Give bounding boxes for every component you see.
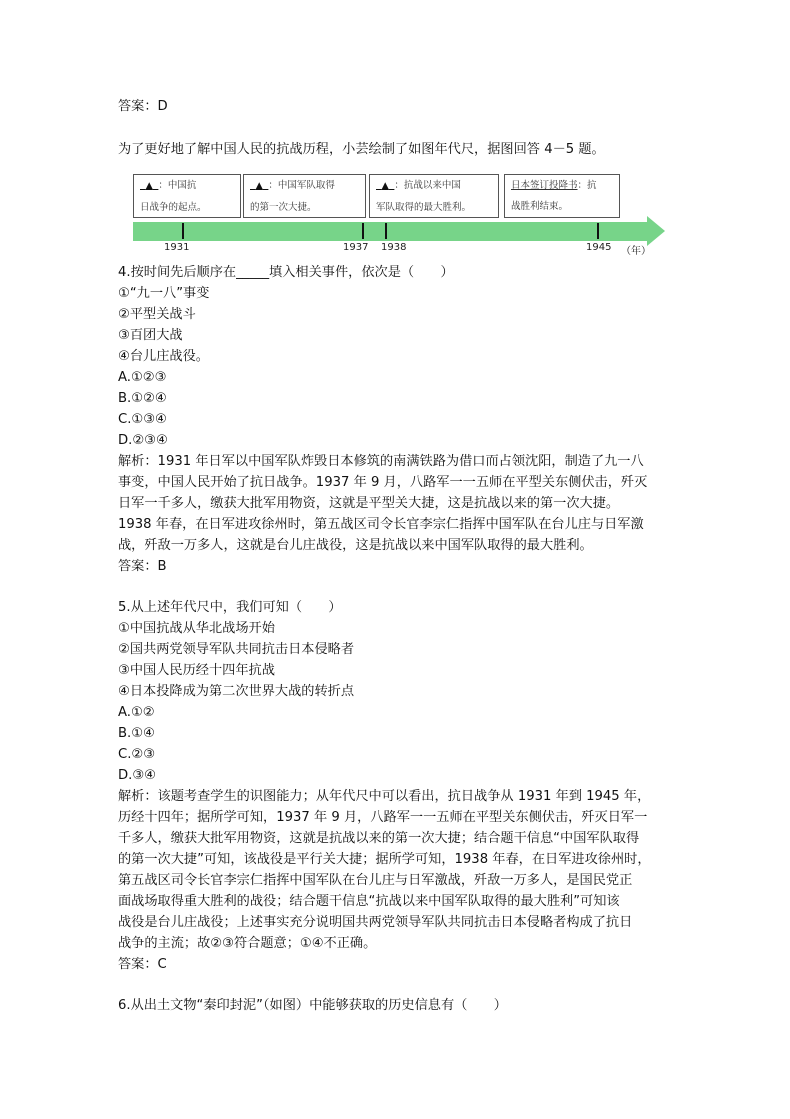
q5-answer: 答案：C <box>118 957 167 972</box>
timeline-figure <box>131 174 671 260</box>
tick-1945 <box>597 223 599 239</box>
timeline-box-1931 <box>133 174 241 218</box>
box-text-line2: 的第一次大捷。 <box>250 202 317 213</box>
q5-option-a: A.①② <box>118 705 155 720</box>
q5-analysis-line: 千多人，缴获大批军用物资，这就是抗战以来的第一次大捷；结合题干信息“中国军队取得 <box>118 831 640 846</box>
q5-option-b: B.①④ <box>118 726 155 741</box>
year-unit: （年） <box>621 246 651 257</box>
q4-item-3: ③百团大战 <box>118 328 183 343</box>
timeline-box-1945 <box>504 174 620 218</box>
q4-item-2: ②平型关战斗 <box>118 307 196 322</box>
q4-option-c: C.①③④ <box>118 412 167 427</box>
q4-stem: 4.按时间先后顺序在_____填入相关事件，依次是（ ） <box>118 265 454 280</box>
year-1945: 1945 <box>586 242 612 253</box>
box-text-line2: 战胜利结束。 <box>511 201 569 212</box>
q4-option-b: B.①②④ <box>118 391 167 406</box>
intro-text: 为了更好地了解中国人民的抗战历程，小芸绘制了如图年代尺，据图回答 4－5 题。 <box>118 142 605 157</box>
box-text-line1: ：中国军队取得 <box>268 180 335 191</box>
q5-stem: 5.从上述年代尺中，我们可知（ ） <box>118 600 342 615</box>
tick-1937 <box>362 223 364 239</box>
year-1938: 1938 <box>381 242 407 253</box>
q5-analysis-line: 历经十四年；据所学可知，1937 年 9 月，八路军一一五师在平型关东侧伏击，歼灭日军一 <box>118 810 648 825</box>
tick-1938 <box>385 223 387 239</box>
q5-item-3: ③中国人民历经十四年抗战 <box>118 663 275 678</box>
timeline-box-1937 <box>243 174 366 218</box>
box-text-line2: 日战争的起点。 <box>140 202 207 213</box>
q4-answer: 答案：B <box>118 559 167 574</box>
q6-stem: 6.从出土文物“秦印封泥”（如图）中能够获取的历史信息有（ ） <box>118 998 507 1013</box>
q5-option-d: D.③④ <box>118 768 156 783</box>
blank-marker: ▲ <box>381 181 389 191</box>
q4-analysis-line: 战，歼敌一万多人，这就是台儿庄战役，这是抗战以来中国军队取得的最大胜利。 <box>118 538 593 553</box>
q5-item-4: ④日本投降成为第二次世界大战的转折点 <box>118 684 355 699</box>
q4-item-1: ①“九一八”事变 <box>118 286 210 301</box>
q5-analysis-line: 的第一次大捷”可知，该战役是平行关大捷；据所学可知，1938 年春，在日军进攻徐州时， <box>118 852 651 867</box>
q4-option-a: A.①②③ <box>118 370 167 385</box>
q5-analysis-line: 解析：该题考查学生的识图能力；从年代尺中可以看出，抗日战争从 1931 年到 1945 年， <box>118 789 651 804</box>
timeline-bar <box>133 222 648 241</box>
q5-option-c: C.②③ <box>118 747 156 762</box>
box-text-line1: ：抗 <box>577 180 597 191</box>
q4-analysis-line: 事变，中国人民开始了抗日战争。1937 年 9 月，八路军一一五师在平型关东侧伏击，歼灭 <box>118 475 648 490</box>
q4-option-d: D.②③④ <box>118 433 168 448</box>
tick-1931 <box>182 223 184 239</box>
q5-item-2: ②国共两党领导军队共同抗击日本侵略者 <box>118 642 355 657</box>
q4-analysis-line: 解析：1931 年日军以中国军队炸毁日本修筑的南满铁路为借口而占领沈阳，制造了九一八 <box>118 454 644 469</box>
box-text-line1: ：抗战以来中国 <box>394 180 461 191</box>
q4-analysis-line: 日军一千多人，缴获大批军用物资，这就是平型关大捷，这是抗战以来的第一次大捷。 <box>118 496 620 511</box>
previous-answer: 答案：D <box>118 99 168 114</box>
blank-marker: ▲ <box>255 181 263 191</box>
q4-item-4: ④台儿庄战役。 <box>118 349 209 364</box>
year-1937: 1937 <box>343 242 369 253</box>
blank-marker: ▲ <box>145 181 153 191</box>
year-1931: 1931 <box>164 242 190 253</box>
q5-analysis-line: 战役是台儿庄战役；上述事实充分说明国共两党领导军队共同抗击日本侵略者构成了抗日 <box>118 915 633 930</box>
q5-analysis-line: 战争的主流；故②③符合题意；①④不正确。 <box>118 936 377 951</box>
q5-analysis-line: 第五战区司令长官李宗仁指挥中国军队在台儿庄与日军激战，歼敌一万多人，是国民党正 <box>118 873 633 888</box>
box-text-line2: 军队取得的最大胜利。 <box>376 202 472 213</box>
q5-analysis-line: 面战场取得重大胜利的战役；结合题干信息“抗战以来中国军队取得的最大胜利”可知该 <box>118 894 620 909</box>
surrender-label: 日本签订投降书 <box>511 180 578 191</box>
timeline-box-1938 <box>369 174 499 218</box>
q5-item-1: ①中国抗战从华北战场开始 <box>118 621 275 636</box>
box-text-line1: ：中国抗 <box>158 180 197 191</box>
q4-analysis-line: 1938 年春，在日军进攻徐州时，第五战区司令长官李宗仁指挥中国军队在台儿庄与日军激 <box>118 517 644 532</box>
